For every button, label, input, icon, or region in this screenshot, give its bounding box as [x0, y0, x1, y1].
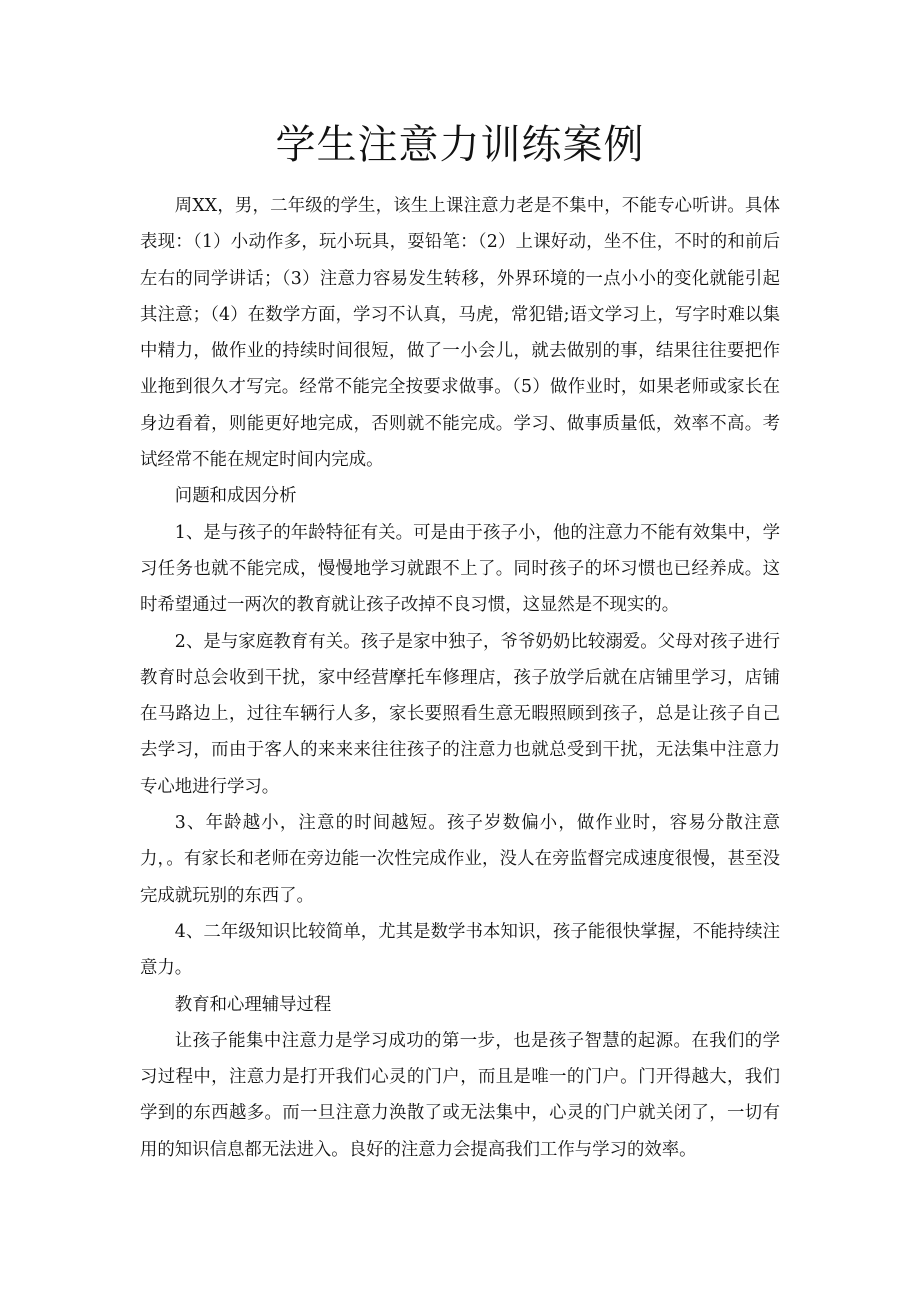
intro-paragraph: 周XX，男，二年级的学生，该生上课注意力老是不集中，不能专心听讲。具体表现：（1）小动作多，玩小玩具，耍铅笔：（2）上课好动，坐不住，不时的和前后左右的同学讲话；（3）注意力容易发生转移，外界环境的一点小小的变化就能引起其注意；（4）在数学方面，学习不认真，马虎，常犯错;语文学习上，写字时难以集中精力，做作业的持续时间很短，做了一小会儿，就去做别的事，结果往往要把作业拖到很久才写完。经常不能完全按要求做事。（5）做作业时，如果老师或家长在身边看着，则能更好地完成，否则就不能完成。学习、做事质量低，效率不高。考试经常不能在规定时间内完成。 [140, 196, 780, 471]
analysis-paragraph-3: 3、年龄越小，注意的时间越短。孩子岁数偏小，做作业时，容易分散注意力，。有家长和老师在旁边能一次性完成作业，没人在旁监督完成速度很慢，甚至没完成就玩别的东西了。 [140, 813, 780, 906]
analysis-paragraph-1: 1、是与孩子的年龄特征有关。可是由于孩子小，他的注意力不能有效集中，学习任务也就不能完成，慢慢地学习就跟不上了。同时孩子的坏习惯也已经养成。这时希望通过一两次的教育就让孩子改掉不良习惯，这显然是不现实的。 [140, 522, 780, 616]
document-title: 学生注意力训练案例 [275, 122, 645, 168]
section-heading-analysis: 问题和成因分析 [174, 486, 297, 507]
section-heading-guidance: 教育和心理辅导过程 [174, 994, 332, 1015]
analysis-paragraph-4: 4、二年级知识比较简单，尤其是数学书本知识，孩子能很快掌握，不能持续注意力。 [140, 921, 780, 979]
analysis-paragraph-2: 2、是与家庭教育有关。孩子是家中独子，爷爷奶奶比较溺爱。父母对孩子进行教育时总会收到干扰，家中经营摩托车修理店，孩子放学后就在店铺里学习，店铺在马路边上，过往车辆行人多，家长要照看生意无暇照顾到孩子，总是让孩子自己去学习，而由于客人的来来来往往孩子的注意力也就总受到干扰，无法集中注意力专心地进行学习。 [140, 631, 780, 797]
guidance-paragraph: 让孩子能集中注意力是学习成功的第一步，也是孩子智慧的起源。在我们的学习过程中，注意力是打开我们心灵的门户，而且是唯一的门户。门开得越大，我们学到的东西越多。而一旦注意力涣散了或无法集中，心灵的门户就关闭了，一切有用的知识信息都无法进入。良好的注意力会提高我们工作与学习的效率。 [140, 1030, 780, 1160]
document-page [140, 112, 780, 1168]
